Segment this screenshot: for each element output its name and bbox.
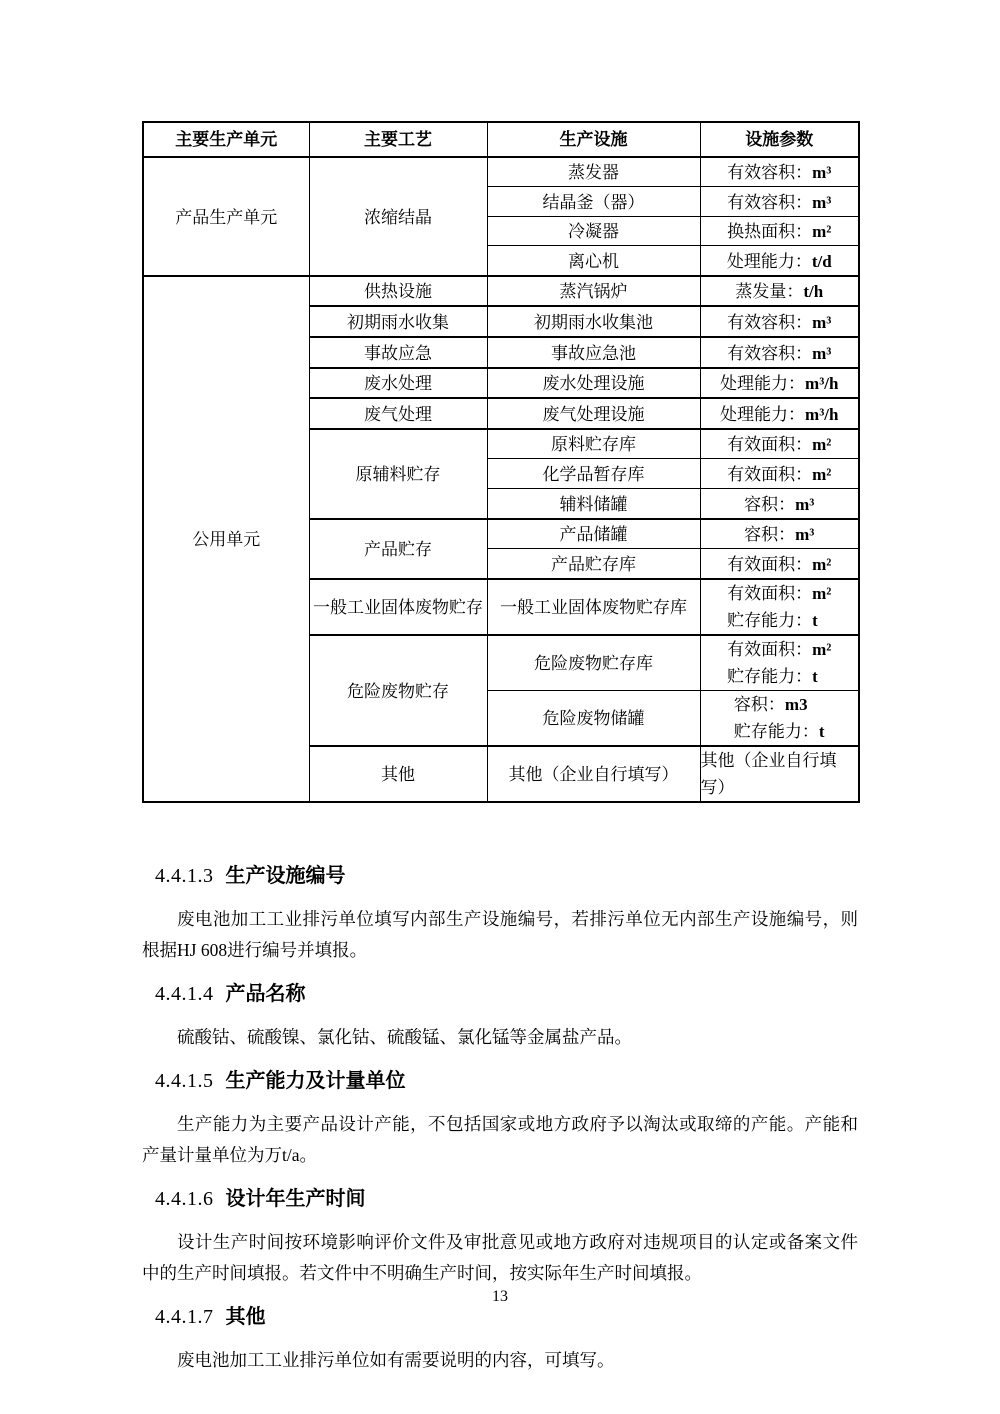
table-header-row xyxy=(143,122,859,157)
section-paragraph: 废电池加工工业排污单位如有需要说明的内容，可填写。 xyxy=(177,1349,615,1370)
table-cell: 处理能力：t/d xyxy=(700,246,859,276)
table-cell: 其他（企业自行填写） xyxy=(700,746,859,802)
section-title: 生产能力及计量单位 xyxy=(225,1069,406,1092)
section-heading xyxy=(142,1304,858,1330)
table-row xyxy=(143,276,859,307)
table-cell: 有效容积：m³ xyxy=(700,306,859,337)
section-other xyxy=(142,1304,858,1376)
column-header: 生产设施 xyxy=(487,122,700,157)
section-title: 设计年生产时间 xyxy=(225,1187,366,1210)
table-cell: 处理能力：m³/h xyxy=(700,368,859,399)
table-row xyxy=(143,157,859,187)
table-cell: 废水处理 xyxy=(309,368,487,399)
facility-table-body xyxy=(143,157,859,802)
table-cell: 容积：m³ xyxy=(700,519,859,549)
table-cell: 蒸发器 xyxy=(487,157,700,187)
page-number: 13 xyxy=(492,1288,508,1305)
section-paragraph: 设计生产时间按环境影响评价文件及审批意见或地方政府对违规项目的认定或备案文件中的生产时间填报。若文件中不明确生产时间，按实际年生产时间填报。 xyxy=(142,1231,858,1283)
table-cell: 原料贮存库 xyxy=(487,429,700,459)
table-cell: 有效面积：m² xyxy=(700,429,859,459)
table-cell: 产品生产单元 xyxy=(143,157,309,276)
section-title: 生产设施编号 xyxy=(225,864,346,887)
table-cell: 危险废物贮存 xyxy=(309,635,487,746)
section-heading xyxy=(142,1186,858,1212)
section-production-facility-number xyxy=(142,863,858,966)
section-production-capacity xyxy=(142,1068,858,1171)
table-cell: 初期雨水收集池 xyxy=(487,306,700,337)
table-cell: 废水处理设施 xyxy=(487,368,700,399)
table-cell: 公用单元 xyxy=(143,276,309,802)
table-cell: 换热面积：m² xyxy=(700,216,859,246)
table-cell: 事故应急 xyxy=(309,337,487,368)
table-cell: 产品贮存库 xyxy=(487,549,700,579)
section-product-name xyxy=(142,981,858,1053)
table-cell: 有效面积：m² xyxy=(700,459,859,489)
table-cell: 原辅料贮存 xyxy=(309,429,487,519)
table-cell: 供热设施 xyxy=(309,276,487,307)
table-cell: 初期雨水收集 xyxy=(309,306,487,337)
table-cell: 其他（企业自行填写） xyxy=(487,746,700,802)
table-cell: 有效容积：m³ xyxy=(700,337,859,368)
table-cell: 一般工业固体废物贮存 xyxy=(309,579,487,635)
section-number: 4.4.1.5 xyxy=(155,1069,214,1092)
facility-table xyxy=(142,121,860,803)
table-cell: 有效面积：m² 贮存能力：t xyxy=(700,635,859,691)
section-paragraph: 生产能力为主要产品设计产能，不包括国家或地方政府予以淘汰或取缔的产能。产能和产量计量单位为万t/a。 xyxy=(142,1113,858,1165)
table-cell: 结晶釜（器） xyxy=(487,187,700,217)
section-title: 产品名称 xyxy=(225,982,306,1005)
section-number: 4.4.1.7 xyxy=(155,1305,214,1328)
section-number: 4.4.1.4 xyxy=(155,982,214,1005)
table-cell: 事故应急池 xyxy=(487,337,700,368)
table-cell: 化学品暂存库 xyxy=(487,459,700,489)
table-cell: 危险废物贮存库 xyxy=(487,635,700,691)
table-cell: 容积：m³ xyxy=(700,489,859,519)
table-cell: 其他 xyxy=(309,746,487,802)
column-header: 主要生产单元 xyxy=(143,122,309,157)
table-cell: 一般工业固体废物贮存库 xyxy=(487,579,700,635)
table-cell: 蒸汽锅炉 xyxy=(487,276,700,307)
table-cell: 有效容积：m³ xyxy=(700,157,859,187)
section-number: 4.4.1.3 xyxy=(155,864,214,887)
table-cell: 危险废物储罐 xyxy=(487,690,700,746)
section-paragraph: 废电池加工工业排污单位填写内部生产设施编号，若排污单位无内部生产设施编号，则根据HJ 608进行编号并填报。 xyxy=(142,908,858,960)
table-cell: 有效面积：m² xyxy=(700,549,859,579)
section-heading xyxy=(142,863,858,889)
section-design-production-time xyxy=(142,1186,858,1289)
section-title: 其他 xyxy=(225,1305,266,1328)
column-header: 设施参数 xyxy=(700,122,859,157)
table-cell: 废气处理设施 xyxy=(487,398,700,429)
table-cell: 废气处理 xyxy=(309,398,487,429)
facility-table-header xyxy=(143,122,859,157)
section-number: 4.4.1.6 xyxy=(155,1187,214,1210)
table-cell: 产品贮存 xyxy=(309,519,487,579)
table-cell: 有效容积：m³ xyxy=(700,187,859,217)
table-cell: 辅料储罐 xyxy=(487,489,700,519)
table-cell: 有效面积：m² 贮存能力：t xyxy=(700,579,859,635)
section-heading xyxy=(142,1068,858,1094)
table-cell: 离心机 xyxy=(487,246,700,276)
column-header: 主要工艺 xyxy=(309,122,487,157)
section-heading xyxy=(142,981,858,1007)
table-cell: 冷凝器 xyxy=(487,216,700,246)
table-cell: 处理能力：m³/h xyxy=(700,398,859,429)
table-cell: 容积：m3 贮存能力：t xyxy=(700,690,859,746)
table-cell: 浓缩结晶 xyxy=(309,157,487,276)
page-content xyxy=(142,121,858,1376)
section-paragraph: 硫酸钴、硫酸镍、氯化钴、硫酸锰、氯化锰等金属盐产品。 xyxy=(177,1026,632,1047)
table-cell: 蒸发量：t/h xyxy=(700,276,859,307)
table-cell: 产品储罐 xyxy=(487,519,700,549)
